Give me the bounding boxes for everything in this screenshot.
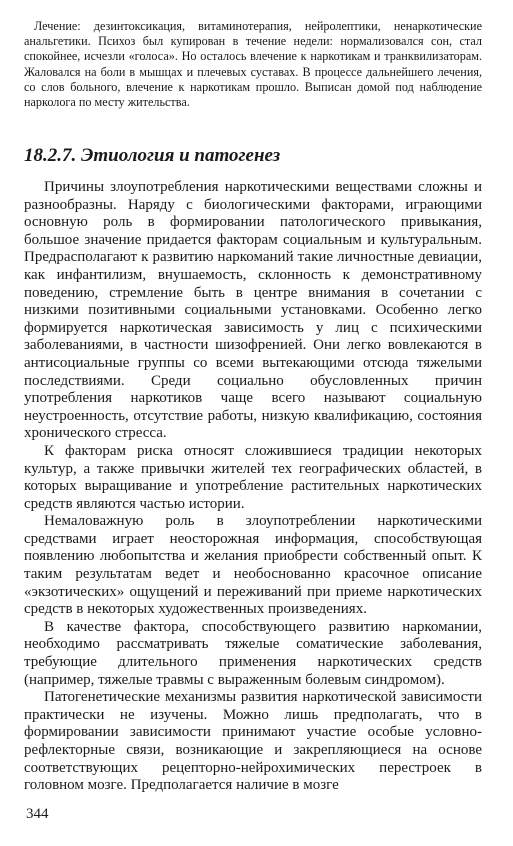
paragraph: В качестве фактора, способствующего развитию наркомании, необходимо рассматривать тяжелые соматические заболевания, требующие длительного применения наркотических средств (например, тяжелые травмы с выраженным болевым синдромом). [24,618,482,688]
page-number: 344 [26,806,49,822]
paragraph: Немаловажную роль в злоупотреблении наркотическими средствами играет неосторожная информация, способствующая появлению любопытства и желания приобрести собственный опыт. К таким результатам ведет и необоснованно красочное описание «экзотических» ощущений и переживаний при приеме наркотических средств в некоторых художественных произведениях. [24,513,482,618]
paragraph: К факторам риска относят сложившиеся традиции некоторых культур, а также привычки жителей тех географических областей, в которых выращивание и употребление растительных наркотических средств являются частью истории. [24,442,482,512]
section-heading: 18.2.7. Этиология и патогенез [24,145,281,166]
section-body [24,179,482,795]
case-history-text: Лечение: дезинтоксикация, витаминотерапия, нейролептики, ненаркотические анальгетики. Психоз был купирован в течение недели: нормализовался сон, стал спокойнее, исчезли «голоса». Но осталось влечение к наркотикам и транквилизаторам. Жаловался на боли в мышцах и плечевых суставах. В процессе дальнейшего лечения, со слов больного, влечение к наркотикам прошло. Выписан домой под наблюдение нарколога по месту жительства. [24,19,482,110]
paragraph: Патогенетические механизмы развития наркотической зависимости практически не изучены. Можно лишь предполагать, что в формировании зависимости принимают участие особые условно-рефлекторные связи, возникающие и закрепляющиеся на основе соответствующих рецепторно-нейрохимических перестроек в головном мозге. Предполагается наличие в мозге [24,689,482,794]
paragraph: Причины злоупотребления наркотическими веществами сложны и разнообразны. Наряду с биологическими факторами, играющими основную роль в формировании патологического привыкания, большое значение придается факторам социальным и культуральным. Предрасполагают к развитию наркоманий такие личностные девиации, как инфантилизм, внушаемость, склонность к демонстративному поведению, стремление быть в центре внимания в сочетании с низкими позитивными социальными установками. Особенно легко формируется наркотическая зависимость у лиц с психическими заболеваниями, в частности шизофренией. Они легко вовлекаются в антисоциальные группы со всеми вытекающими отсюда тяжелыми последствиями. Среди социально обусловленных причин употребления наркотиков чаще всего называют социальную неустроенность, отсутствие работы, низкую квалификацию, состояния хронического стресса. [24,179,482,442]
